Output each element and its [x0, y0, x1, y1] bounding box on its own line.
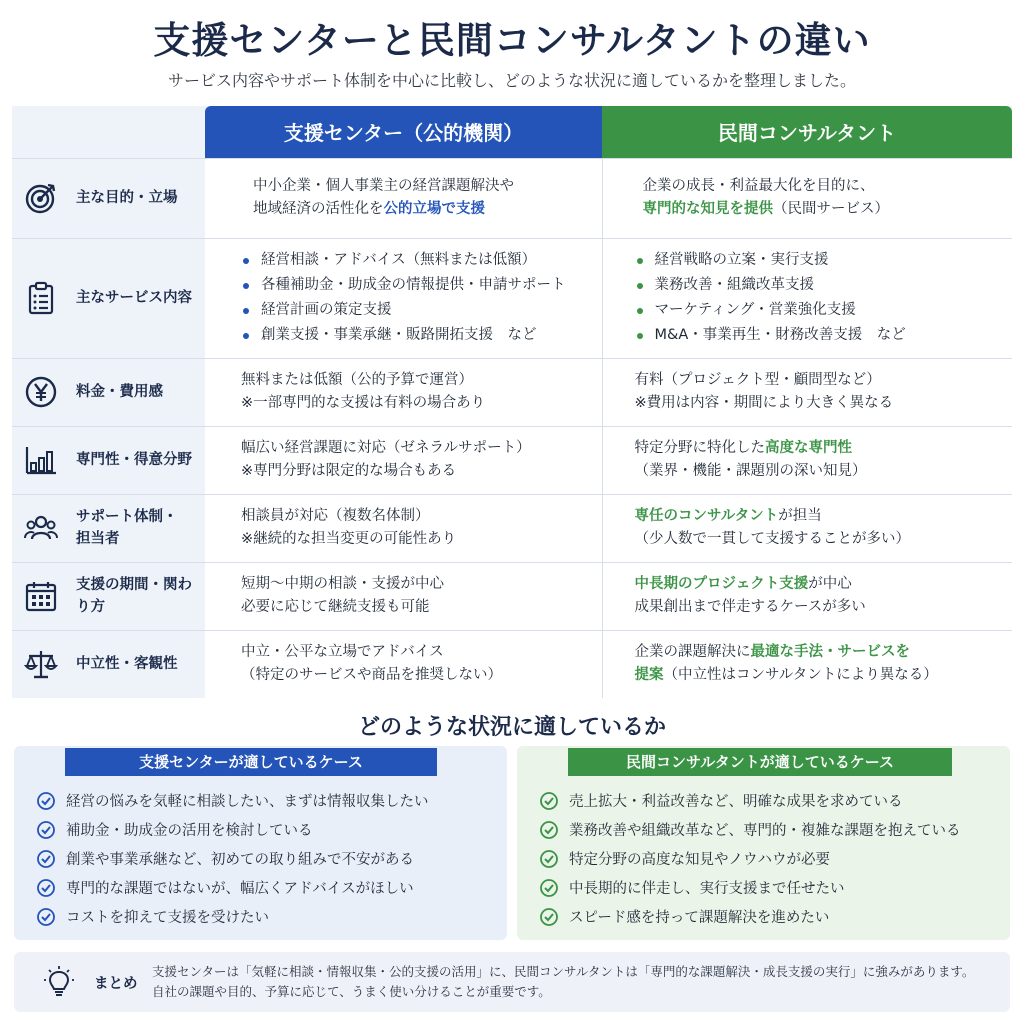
list-item: 創業支援・事業承継・販路開拓支援 など: [241, 323, 602, 348]
cell-line: 相談員が対応（複数名体制）: [241, 508, 430, 524]
cell-line: 短期〜中期の相談・支援が中心: [241, 576, 444, 592]
row-label: 主な目的・立場: [76, 190, 178, 206]
list-item: 経営計画の策定支援: [241, 298, 602, 323]
private-consultant-cases: [517, 746, 1010, 940]
calendar-icon: [24, 579, 58, 613]
cell-line: ※専門分野は限定的な場合もある: [241, 463, 457, 479]
case-heading: 民間コンサルタントが適しているケース: [568, 748, 952, 776]
list-item: M&A・事業再生・財務改善支援 など: [635, 323, 1013, 348]
cell-text: が担当: [778, 508, 822, 524]
cell-text: 特定分野に特化した: [634, 440, 765, 456]
list-item: [36, 844, 429, 873]
cell-line: 成果創出まで伴走するケースが多い: [634, 599, 866, 615]
cell-line: 有料（プロジェクト型・顧問型など）: [634, 372, 881, 388]
case-item-text: 中長期的に伴走し、実行支援まで任せたい: [569, 881, 845, 897]
support-structure-private-consultant: [602, 494, 1012, 562]
case-heading: 支援センターが適しているケース: [65, 748, 437, 776]
check-circle-icon: [36, 820, 56, 840]
lightbulb-icon: [44, 966, 74, 998]
list-item: [36, 873, 429, 902]
table-row: [12, 158, 1012, 238]
table-row: [12, 494, 1012, 562]
case-item-text: 売上拡大・利益改善など、明確な成果を求めている: [569, 794, 903, 810]
users-icon: [24, 511, 58, 545]
row-label: 支援の期間・関わり方: [76, 577, 192, 615]
case-item-text: 特定分野の高度な知見やノウハウが必要: [569, 852, 830, 868]
check-circle-icon: [36, 878, 56, 898]
check-circle-icon: [539, 878, 559, 898]
yen-icon: [24, 375, 58, 409]
row-label-line: 担当者: [76, 531, 120, 547]
row-label: 主なサービス内容: [76, 290, 192, 306]
list-item: 業務改善・組織改革支援: [635, 273, 1013, 298]
highlight-text: 公的立場で支援: [383, 201, 485, 217]
cell-line: 中立・公平な立場でアドバイス: [241, 644, 444, 661]
case-list: [36, 786, 429, 931]
table-row: [12, 426, 1012, 494]
services-support-center: [205, 238, 602, 358]
list-item: [539, 815, 961, 844]
highlight-text: 高度な専門性: [765, 440, 852, 456]
row-label-cell: [12, 426, 205, 494]
case-item-text: 専門的な課題ではないが、幅広くアドバイスがほしい: [66, 881, 414, 897]
row-label-cell: [12, 358, 205, 426]
cell-text: 企業の課題解決に: [634, 644, 751, 661]
support-center-cases: [14, 746, 507, 940]
cell-line: [635, 641, 1013, 664]
service-list: [635, 248, 1013, 348]
page-subtitle: サービス内容やサポート体制を中心に比較し、どのような状況に適しているかを整理しました。: [167, 71, 856, 90]
summary-line: 自社の課題や目的、予算に応じて、うまく使い分けることが重要です。: [152, 984, 551, 999]
target-icon: [24, 181, 58, 215]
check-circle-icon: [539, 849, 559, 869]
check-circle-icon: [36, 907, 56, 927]
page-title: 支援センターと民間コンサルタントの違い: [153, 19, 871, 62]
highlight-text: 専任のコンサルタント: [634, 508, 779, 524]
fee-private-consultant: [602, 358, 1012, 426]
header-spacer: [12, 106, 205, 158]
cell-line: [635, 505, 1013, 528]
period-private-consultant: [602, 562, 1012, 630]
purpose-private-consultant: [602, 158, 1012, 238]
check-circle-icon: [539, 820, 559, 840]
cell-line: 幅広い経営課題に対応（ゼネラルサポート）: [241, 440, 531, 456]
summary-box: [14, 952, 1010, 1012]
list-item: 各種補助金・助成金の情報提供・申請サポート: [241, 273, 602, 298]
row-label-cell: [12, 238, 205, 358]
cell-line: [635, 573, 1013, 596]
check-circle-icon: [539, 907, 559, 927]
list-item: 経営戦略の立案・実行支援: [635, 248, 1013, 273]
row-label-cell: [12, 494, 205, 562]
summary-line: 支援センターは「気軽に相談・情報収集・公的支援の活用」に、民間コンサルタントは「専門的な課題解決・成長支援の実行」に強みがあります。: [152, 964, 975, 979]
cell-line: 企業の成長・利益最大化を目的に、: [642, 178, 875, 194]
check-circle-icon: [539, 791, 559, 811]
cell-line: 必要に応じて継続支援も可能: [241, 599, 430, 615]
row-label: [76, 506, 178, 550]
cell-text: が中心: [808, 576, 852, 592]
comparison-table: [12, 106, 1012, 698]
period-support-center: [205, 562, 602, 630]
case-item-text: 補助金・助成金の活用を検討している: [66, 823, 313, 839]
row-label-cell: [12, 158, 205, 238]
cell-line: [635, 664, 1013, 687]
row-label: 料金・費用感: [76, 384, 163, 400]
clipboard-list-icon: [24, 281, 58, 315]
cell-line: [253, 198, 602, 221]
scales-icon: [24, 647, 58, 681]
list-item: [36, 902, 429, 931]
cell-line: 中小企業・個人事業主の経営課題解決や: [253, 178, 514, 194]
case-item-text: 経営の悩みを気軽に相談したい、まずは情報収集したい: [66, 794, 429, 810]
neutrality-private-consultant: [602, 630, 1012, 698]
cell-line: ※費用は内容・期間により大きく異なる: [634, 395, 894, 411]
list-item: [36, 786, 429, 815]
check-circle-icon: [36, 849, 56, 869]
case-item-text: 創業や事業承継など、初めての取り組みで不安がある: [66, 852, 414, 868]
row-label-cell: [12, 562, 205, 630]
neutrality-support-center: [205, 630, 602, 698]
fee-support-center: [205, 358, 602, 426]
table-header-row: [12, 106, 1012, 158]
summary-label: まとめ: [94, 976, 138, 992]
table-row: [12, 238, 1012, 358]
list-item: マーケティング・営業強化支援: [635, 298, 1013, 323]
list-item: [539, 902, 961, 931]
case-item-text: 業務改善や組織改革など、専門的・複雑な課題を抱えている: [569, 823, 961, 839]
service-list: [241, 248, 602, 348]
cell-line: 無料または低額（公的予算で運営）: [241, 372, 473, 388]
expertise-private-consultant: [602, 426, 1012, 494]
row-label-cell: [12, 630, 205, 698]
list-item: [539, 844, 961, 873]
cell-line: ※継続的な担当変更の可能性あり: [241, 531, 457, 547]
case-item-text: コストを抑えて支援を受けたい: [66, 910, 269, 926]
row-label: 専門性・得意分野: [76, 452, 192, 468]
table-row: [12, 630, 1012, 698]
cell-text: 地域経済の活性化を: [253, 201, 384, 217]
cell-line: [635, 437, 1013, 460]
cell-line: （業界・機能・課題別の深い知見）: [634, 463, 867, 479]
highlight-text: 最適な手法・サービスを: [750, 644, 910, 661]
expertise-support-center: [205, 426, 602, 494]
cell-line: （特定のサービスや商品を推奨しない）: [241, 667, 502, 684]
table-row: [12, 358, 1012, 426]
cell-line: ※一部専門的な支援は有料の場合あり: [241, 395, 486, 411]
check-circle-icon: [36, 791, 56, 811]
cell-line: [643, 198, 1013, 221]
list-item: [539, 786, 961, 815]
highlight-text: 中長期のプロジェクト支援: [634, 576, 809, 592]
cell-text: （中立性はコンサルタントにより異なる）: [663, 667, 938, 684]
situations-title: どのような状況に適しているか: [357, 715, 666, 740]
table-row: [12, 562, 1012, 630]
highlight-text: 専門的な知見を提供: [642, 201, 773, 217]
cell-line: （少人数で一貫して支援することが多い）: [634, 531, 910, 547]
bar-chart-icon: [24, 443, 58, 477]
list-item: [539, 873, 961, 902]
support-structure-support-center: [205, 494, 602, 562]
cell-text: （民間サービス）: [773, 201, 889, 217]
header-private-consultant: 民間コンサルタント: [602, 106, 1012, 158]
row-label: 中立性・客観性: [76, 656, 178, 673]
purpose-support-center: [205, 158, 602, 238]
row-label-line: サポート体制・: [76, 509, 178, 525]
case-list: [539, 786, 961, 931]
case-item-text: スピード感を持って課題解決を進めたい: [569, 910, 830, 926]
list-item: 経営相談・アドバイス（無料または低額）: [241, 248, 602, 273]
highlight-text: 提案: [634, 667, 664, 684]
summary-text: [152, 962, 974, 1002]
list-item: [36, 815, 429, 844]
services-private-consultant: [602, 238, 1012, 358]
header-support-center: 支援センター（公的機関）: [205, 106, 602, 158]
